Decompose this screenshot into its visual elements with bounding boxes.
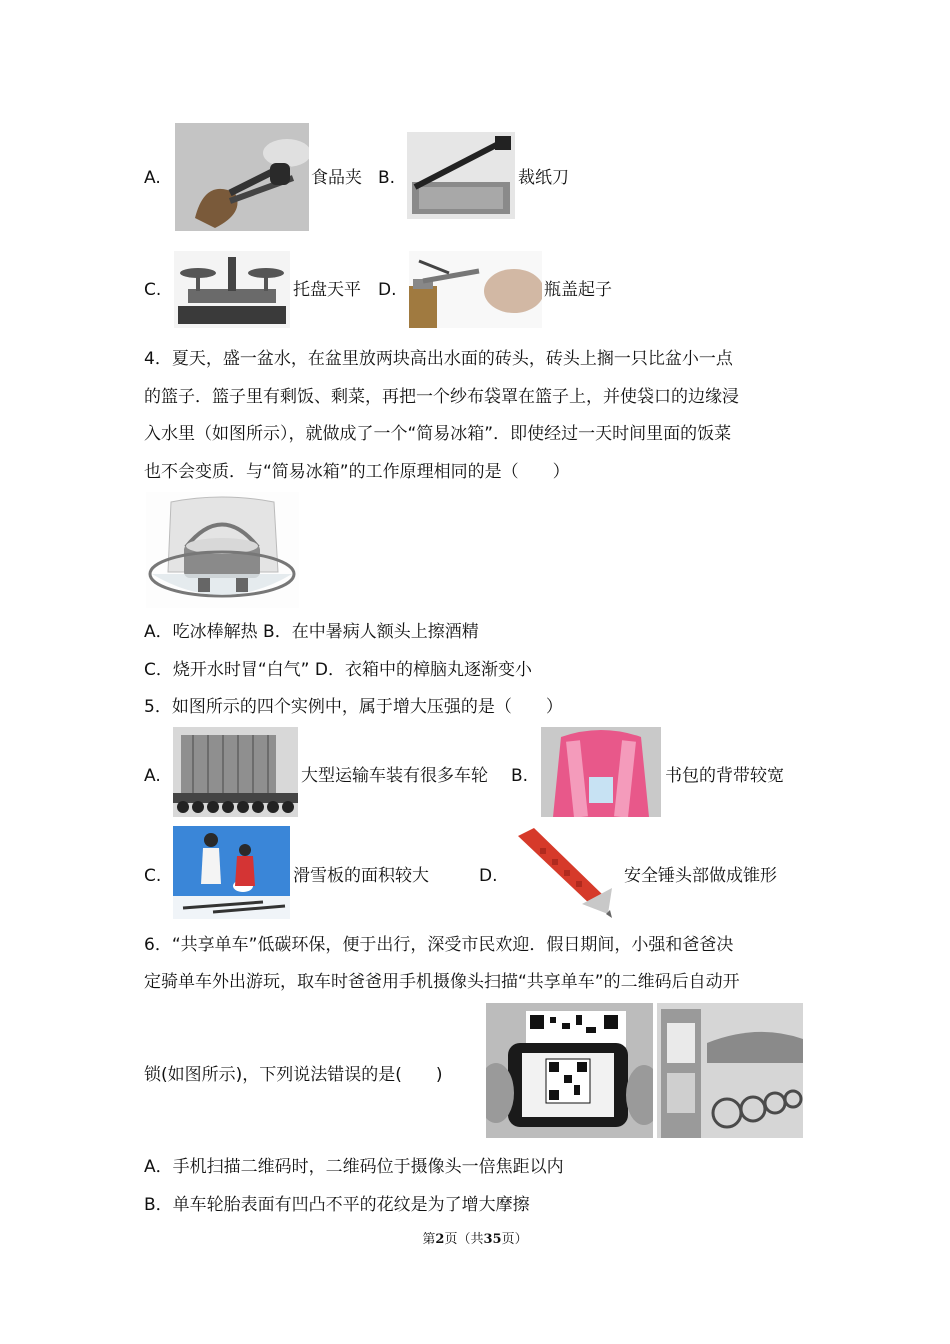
q3-option-d-text: 瓶盖起子 (544, 280, 612, 300)
q3-option-c-letter: C. (144, 280, 162, 300)
footer-total-pages: 35 (483, 1232, 502, 1247)
footer-middle: 页（共 (444, 1232, 484, 1247)
q4-stem-line-2: 的篮子．篮子里有剩饭、剩菜，再把一个纱布袋罩在篮子上，并使袋口的边缘浸 (144, 387, 739, 407)
q5-option-c-text: 滑雪板的面积较大 (293, 866, 429, 886)
q4-options-line-1: A．吃冰棒解热 B．在中暑病人额头上擦酒精 (144, 622, 479, 642)
q3-option-a-text: 食品夹 (311, 168, 362, 188)
q5-option-c-letter: C. (144, 866, 162, 886)
footer-suffix: 页） (501, 1232, 528, 1247)
q3-option-b-text: 裁纸刀 (518, 168, 569, 188)
bottle-opener-photo (409, 251, 542, 328)
safety-hammer-photo (508, 826, 620, 919)
page-footer (0, 1228, 950, 1247)
q5-option-b-text: 书包的背带较宽 (665, 766, 784, 786)
phone-qr-scan-photo (486, 1003, 653, 1138)
q5-option-a-text: 大型运输车装有很多车轮 (301, 766, 488, 786)
food-tongs-photo (175, 123, 309, 231)
q4-options-line-2: C．烧开水时冒“白气” D．衣箱中的樟脑丸逐渐变小 (144, 660, 532, 680)
q3-option-d-letter: D. (378, 280, 397, 300)
tray-balance-photo (174, 251, 290, 328)
q4-stem-line-1: 4．夏天，盛一盆水，在盆里放两块高出水面的砖头，砖头上搁一只比盆小一点 (144, 349, 733, 369)
q3-option-a-letter: A. (144, 168, 161, 188)
q5-option-d-letter: D. (479, 866, 498, 886)
q6-stem-line-3: 锁(如图所示)，下列说法错误的是( ) (144, 1065, 443, 1085)
shared-bikes-photo (657, 1003, 803, 1138)
skiers-photo (173, 826, 290, 919)
q6-stem-line-2: 定骑单车外出游玩，取车时爸爸用手机摄像头扫描“共享单车”的二维码后自动开 (144, 972, 740, 992)
q6-option-a: A．手机扫描二维码时，二维码位于摄像头一倍焦距以内 (144, 1157, 564, 1177)
footer-page-number: 2 (435, 1232, 445, 1247)
simple-fridge-basin-photo (146, 492, 299, 608)
heavy-truck-photo (173, 727, 298, 817)
q3-option-c-text: 托盘天平 (293, 280, 361, 300)
footer-prefix: 第 (422, 1232, 436, 1247)
q4-stem-line-3: 入水里（如图所示），就做成了一个“简易冰箱”．即使经过一天时间里面的饭菜 (144, 424, 732, 444)
paper-cutter-photo (407, 132, 515, 219)
q5-option-b-letter: B. (511, 766, 529, 786)
q6-option-b: B．单车轮胎表面有凹凸不平的花纹是为了增大摩擦 (144, 1195, 530, 1215)
q4-stem-line-4: 也不会变质．与“简易冰箱”的工作原理相同的是（ ） (144, 462, 570, 482)
q6-stem-line-1: 6．“共享单车”低碳环保，便于出行，深受市民欢迎．假日期间，小强和爸爸决 (144, 935, 734, 955)
q5-option-a-letter: A. (144, 766, 161, 786)
q5-stem: 5．如图所示的四个实例中，属于增大压强的是（ ） (144, 697, 563, 717)
q5-option-d-text: 安全锤头部做成锥形 (624, 866, 777, 886)
backpack-photo (541, 727, 661, 817)
q3-option-b-letter: B. (378, 168, 396, 188)
